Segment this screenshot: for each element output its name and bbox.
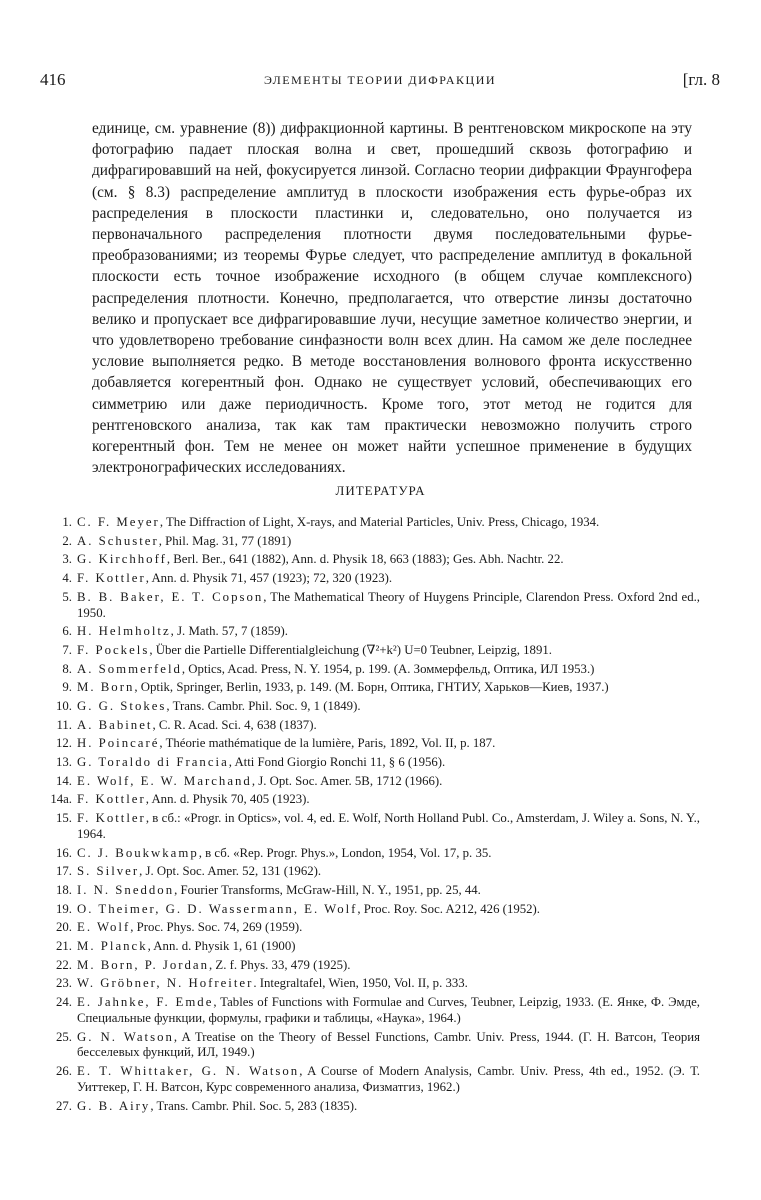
reference-number: 1. (62, 515, 72, 529)
reference-number: 13. (56, 755, 72, 770)
reference-number: 18. (56, 882, 72, 897)
reference-number: 25. (56, 1029, 72, 1044)
reference-author: G. Kirchhoff (77, 552, 167, 567)
reference-number: 22. (56, 957, 72, 972)
reference-text: , C. R. Acad. Sci. 4, 638 (1837). (152, 717, 317, 732)
reference-number: 11. (56, 717, 72, 732)
reference-item (40, 846, 700, 862)
reference-text: , The Mathematical Theory of Huygens Principle, Clarendon Press. Oxford 2nd ed., 1950. (77, 589, 701, 620)
reference-text: , в сб. «Rep. Progr. Phys.», London, 1954, Vol. 17, p. 35. (198, 845, 492, 860)
reference-author: A. Schuster (77, 533, 159, 548)
reference-item (40, 811, 700, 843)
reference-author: I. N. Sneddon (77, 882, 175, 897)
reference-number: 27. (56, 1098, 72, 1113)
reference-number: 16. (56, 845, 72, 860)
reference-item (40, 774, 700, 790)
reference-author: G. N. Watson (77, 1029, 174, 1044)
reference-text: , Optik, Springer, Berlin, 1933, p. 149. (М. Борн, Оптика, ГНТИУ, Харьков—Киев, 1937.) (134, 680, 609, 695)
reference-item (40, 552, 700, 568)
reference-text: , J. Opt. Soc. Amer. 52, 131 (1962). (139, 864, 322, 879)
reference-author: C. J. Boukwkamp (77, 845, 199, 860)
reference-text: , Ann. d. Physik 1, 61 (1900) (147, 939, 296, 954)
reference-author: M. Born (77, 680, 135, 695)
reference-author: E. Wolf, E. W. Marchand (77, 773, 252, 788)
chapter-label: [гл. 8 (682, 70, 720, 89)
reference-text: , J. Opt. Soc. Amer. 5B, 1712 (1966). (251, 773, 443, 788)
reference-item (40, 515, 700, 531)
reference-text: , Tables of Functions with Formulae and Curves, Teubner, Leipzig, 1933. (Е. Янке, Ф. Эмде, Специальные функции, формулы, графики и таблицы, «Наука», 1964.) (77, 995, 701, 1025)
reference-item (40, 680, 700, 696)
reference-author: C. F. Meyer (77, 515, 160, 529)
reference-text: , Trans. Cambr. Phil. Soc. 5, 283 (1835). (150, 1098, 358, 1113)
reference-item (40, 1030, 700, 1062)
reference-number: 10. (56, 698, 72, 713)
reference-author: F. Kottler (77, 811, 146, 826)
reference-number: 3. (62, 552, 72, 567)
reference-item (40, 571, 700, 587)
page-header (40, 70, 720, 92)
reference-item (40, 939, 700, 955)
running-title: ЭЛЕМЕНТЫ ТЕОРИИ ДИФРАКЦИИ (263, 73, 497, 87)
reference-number: 14a. (50, 792, 72, 807)
reference-number: 17. (56, 864, 72, 879)
reference-item (40, 736, 700, 752)
reference-item (40, 699, 700, 715)
reference-author: M. Planck (77, 939, 148, 954)
reference-item (40, 864, 700, 880)
reference-author: M. Born, P. Jordan (77, 957, 209, 972)
reference-author: O. Theimer, G. D. Wassermann, E. Wolf (77, 901, 358, 916)
reference-text: , Théorie mathématique de la lumière, Paris, 1892, Vol. II, p. 187. (159, 736, 496, 751)
reference-text: , Proc. Roy. Soc. A212, 426 (1952). (357, 901, 540, 916)
reference-author: W. Gröbner, N. Hofreiter (77, 976, 254, 991)
reference-item (40, 662, 700, 678)
reference-author: F. Pockels (77, 642, 150, 657)
reference-number: 15. (56, 811, 72, 826)
reference-text: , Über die Partielle Differentialgleichung (∇²+k²) U=0 Teubner, Leipzig, 1891. (149, 642, 552, 657)
reference-text: , The Diffraction of Light, X-rays, and Material Particles, Univ. Press, Chicago, 1934. (159, 515, 600, 529)
reference-item (40, 883, 700, 899)
reference-text: , A Treatise on the Theory of Bessel Functions, Cambr. Univ. Press, 1944. (Г. Н. Ватсон, Теория бесселевых функций, ИЛ, 1949.) (77, 1029, 700, 1060)
reference-author: H. Poincaré (77, 736, 160, 751)
reference-number: 12. (56, 736, 72, 751)
reference-item (40, 792, 700, 808)
reference-author: H. Helmholtz (77, 624, 171, 639)
reference-text: , в сб.: «Progr. in Optics», vol. 4, ed. E. Wolf, North Holland Publ. Co., Amsterdam, J. Wiley a. Sons, N. Y., 1964. (77, 811, 700, 841)
reference-item (40, 995, 700, 1027)
page-number: 416 (40, 70, 66, 89)
reference-list (40, 515, 700, 1117)
reference-number: 14. (56, 773, 72, 788)
reference-text: , Fourier Transforms, McGraw-Hill, N. Y., 1951, pp. 25, 44. (174, 882, 481, 897)
reference-author: B. B. Baker, E. T. Copson (77, 589, 264, 604)
reference-author: G. B. Airy (77, 1098, 151, 1113)
reference-author: E. T. Whittaker, G. N. Watson (77, 1064, 300, 1079)
reference-text: . Integraltafel, Wien, 1950, Vol. II, p. 333. (253, 976, 468, 991)
reference-text: , Phil. Mag. 31, 77 (1891) (158, 533, 292, 548)
reference-text: , Trans. Cambr. Phil. Soc. 9, 1 (1849). (166, 698, 361, 713)
reference-author: S. Silver (77, 864, 140, 879)
reference-text: , Ann. d. Physik 70, 405 (1923). (145, 792, 310, 807)
reference-item (40, 534, 700, 550)
reference-text: , Berl. Ber., 641 (1882), Ann. d. Physik 18, 663 (1883); Ges. Abh. Nachtr. 22. (166, 552, 564, 567)
reference-number: 21. (56, 939, 72, 954)
reference-number: 9. (62, 680, 72, 695)
reference-item (40, 590, 700, 622)
reference-author: G. G. Stokes (77, 698, 167, 713)
reference-item (40, 755, 700, 771)
reference-number: 20. (56, 920, 72, 935)
reference-number: 2. (62, 533, 72, 548)
reference-item (40, 976, 700, 992)
reference-text: , Ann. d. Physik 71, 457 (1923); 72, 320 (1923). (145, 571, 393, 586)
reference-text: , Proc. Phys. Soc. 74, 269 (1959). (130, 920, 303, 935)
reference-text: , J. Math. 57, 7 (1859). (170, 624, 288, 639)
reference-number: 23. (56, 976, 72, 991)
reference-author: A. Babinet (77, 717, 153, 732)
body-paragraph: единице, см. уравнение (8)) дифракционной картины. В рентгеновском микроскопе на эту фотографию падает плоская волна и свет, прошедший сквозь фотографию и дифрагировавший на ней, фокусируется линзой. Согласно теории дифракции Фраунгофера (см. § 8.3) распределение амплитуд в плоскости изображения есть фурье-образ их распределения в плоскости пластинки и, следовательно, оно получается из первоначального распределения плотности двумя последовательными фурье-преобразованиями; из теоремы Фурье следует, что распределение амплитуд в фокальной плоскости есть точное изображение исходного (в общем случае комплексного) распределения плотности. Конечно, предполагается, что отверстие линзы достаточно велико и пропускает все дифрагировавшие лучи, несущие заметное количество энергии, и что удовлетворено требование синфазности волн всех длин. На самом же деле последнее условие выполняется редко. В методе восстановления волнового фронта искусственно добавляется когерентный фон. Однако не существует условий, обеспечивающих его симметрию или даже периодичность. Кроме того, этот метод не годится для рентгеновского анализа, так как там практически невозможно получить строго когерентный фон. Тем не менее он может найти успешное применение в будущих электронографических исследованиях. (92, 120, 692, 477)
reference-item (40, 624, 700, 640)
reference-number: 24. (56, 995, 72, 1010)
section-title: ЛИТЕРАТУРА (335, 483, 426, 498)
reference-text: , Optics, Acad. Press, N. Y. 1954, p. 199. (А. Зоммерфельд, Оптика, ИЛ 1953.) (181, 661, 595, 676)
reference-item (40, 718, 700, 734)
reference-item (40, 1064, 700, 1096)
reference-number: 5. (62, 589, 72, 604)
reference-author: E. Jahnke, F. Emde (77, 995, 214, 1010)
reference-item (40, 643, 700, 659)
reference-item (40, 1099, 700, 1115)
reference-item (40, 958, 700, 974)
reference-text: , A Course of Modern Analysis, Cambr. Univ. Press, 4th ed., 1952. (Э. Т. Уиттекер, Г. Н. Ватсон, Курс современного анализа, Физматгиз, 1962.) (77, 1064, 700, 1094)
reference-number: 7. (62, 642, 72, 657)
reference-text: , Z. f. Phys. 33, 479 (1925). (208, 957, 351, 972)
reference-item (40, 920, 700, 936)
reference-text: , Atti Fond Giorgio Ronchi 11, § 6 (1956). (228, 755, 446, 770)
reference-number: 8. (62, 661, 72, 676)
reference-author: F. Kottler (77, 792, 146, 807)
reference-number: 26. (56, 1064, 72, 1079)
reference-author: E. Wolf (77, 920, 131, 935)
reference-number: 4. (62, 571, 72, 586)
reference-item (40, 902, 700, 918)
reference-author: A. Sommerfeld (77, 661, 182, 676)
reference-author: F. Kottler (77, 571, 146, 586)
reference-number: 19. (56, 901, 72, 916)
reference-author: G. Toraldo di Francia (77, 755, 229, 770)
reference-number: 6. (62, 624, 72, 639)
